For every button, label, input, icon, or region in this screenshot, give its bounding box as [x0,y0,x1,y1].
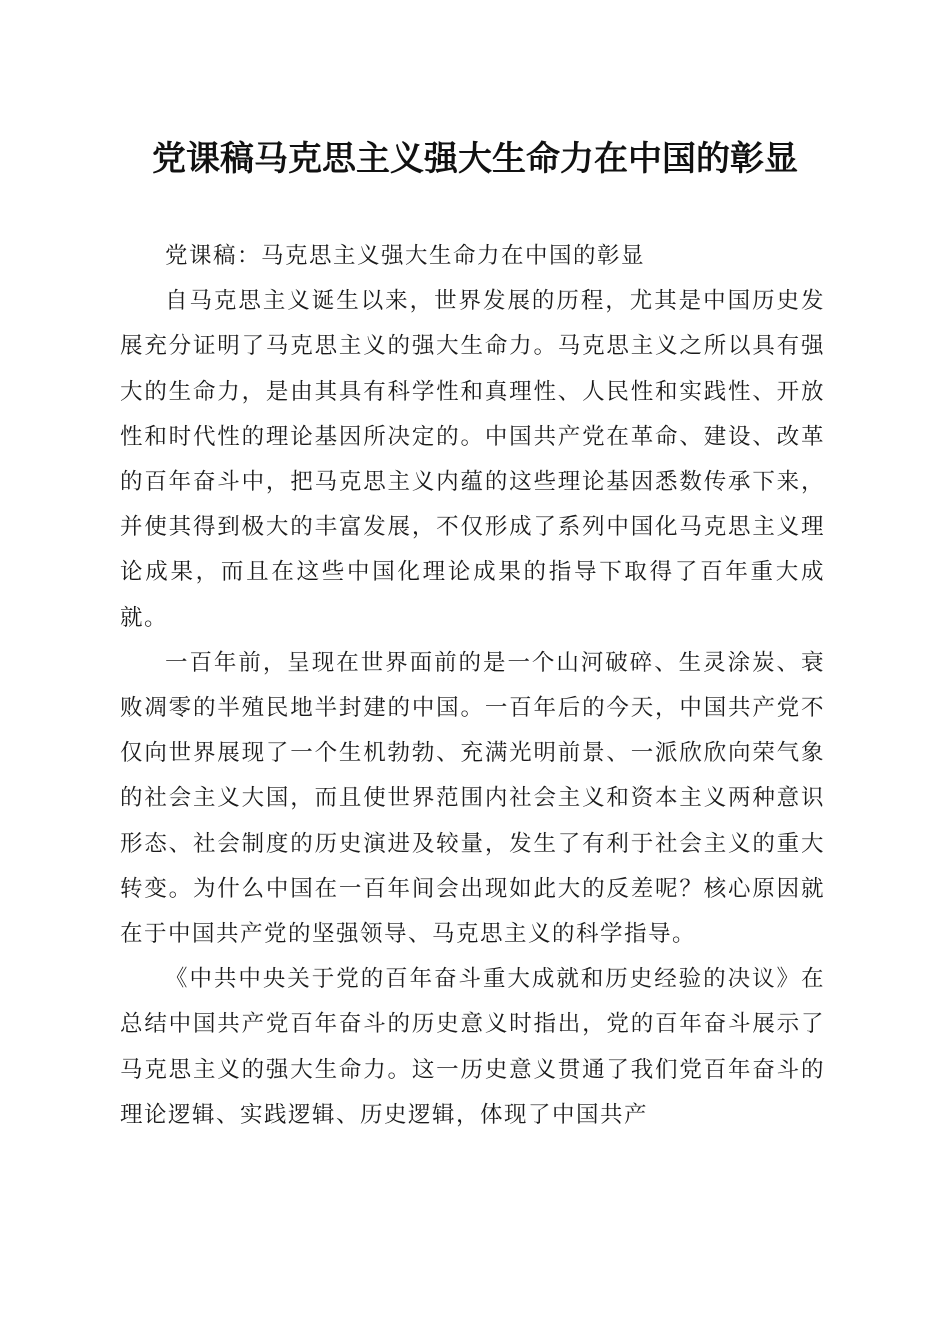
paragraph: 一百年前，呈现在世界面前的是一个山河破碎、生灵涂炭、衰败凋零的半殖民地半封建的中国。一百年后的今天，中国共产党不仅向世界展现了一个生机勃勃、充满光明前景、一派欣欣向荣气象的社会主义大国，而且使世界范围内社会主义和资本主义两种意识形态、社会制度的历史演进及较量，发生了有利于社会主义的重大转变。为什么中国在一百年间会出现如此大的反差呢？核心原因就在于中国共产党的坚强领导、马克思主义的科学指导。 [120,649,825,948]
document-body [120,234,825,1138]
document-title: 党课稿马克思主义强大生命力在中国的彰显 [152,139,798,179]
paragraph: 自马克思主义诞生以来，世界发展的历程，尤其是中国历史发展充分证明了马克思主义的强大生命力。马克思主义之所以具有强大的生命力，是由其具有科学性和真理性、人民性和实践性、开放性和时代性的理论基因所决定的。中国共产党在革命、建设、改革的百年奋斗中，把马克思主义内蕴的这些理论基因悉数传承下来，并使其得到极大的丰富发展，不仅形成了系列中国化马克思主义理论成果，而且在这些中国化理论成果的指导下取得了百年重大成就。 [120,288,825,631]
paragraph: 《中共中央关于党的百年奋斗重大成就和历史经验的决议》在总结中国共产党百年奋斗的历史意义时指出，党的百年奋斗展示了马克思主义的强大生命力。这一历史意义贯通了我们党百年奋斗的理论逻辑、实践逻辑、历史逻辑，体现了中国共产 [120,966,825,1128]
paragraph-subtitle: 党课稿：马克思主义强大生命力在中国的彰显 [165,243,646,269]
